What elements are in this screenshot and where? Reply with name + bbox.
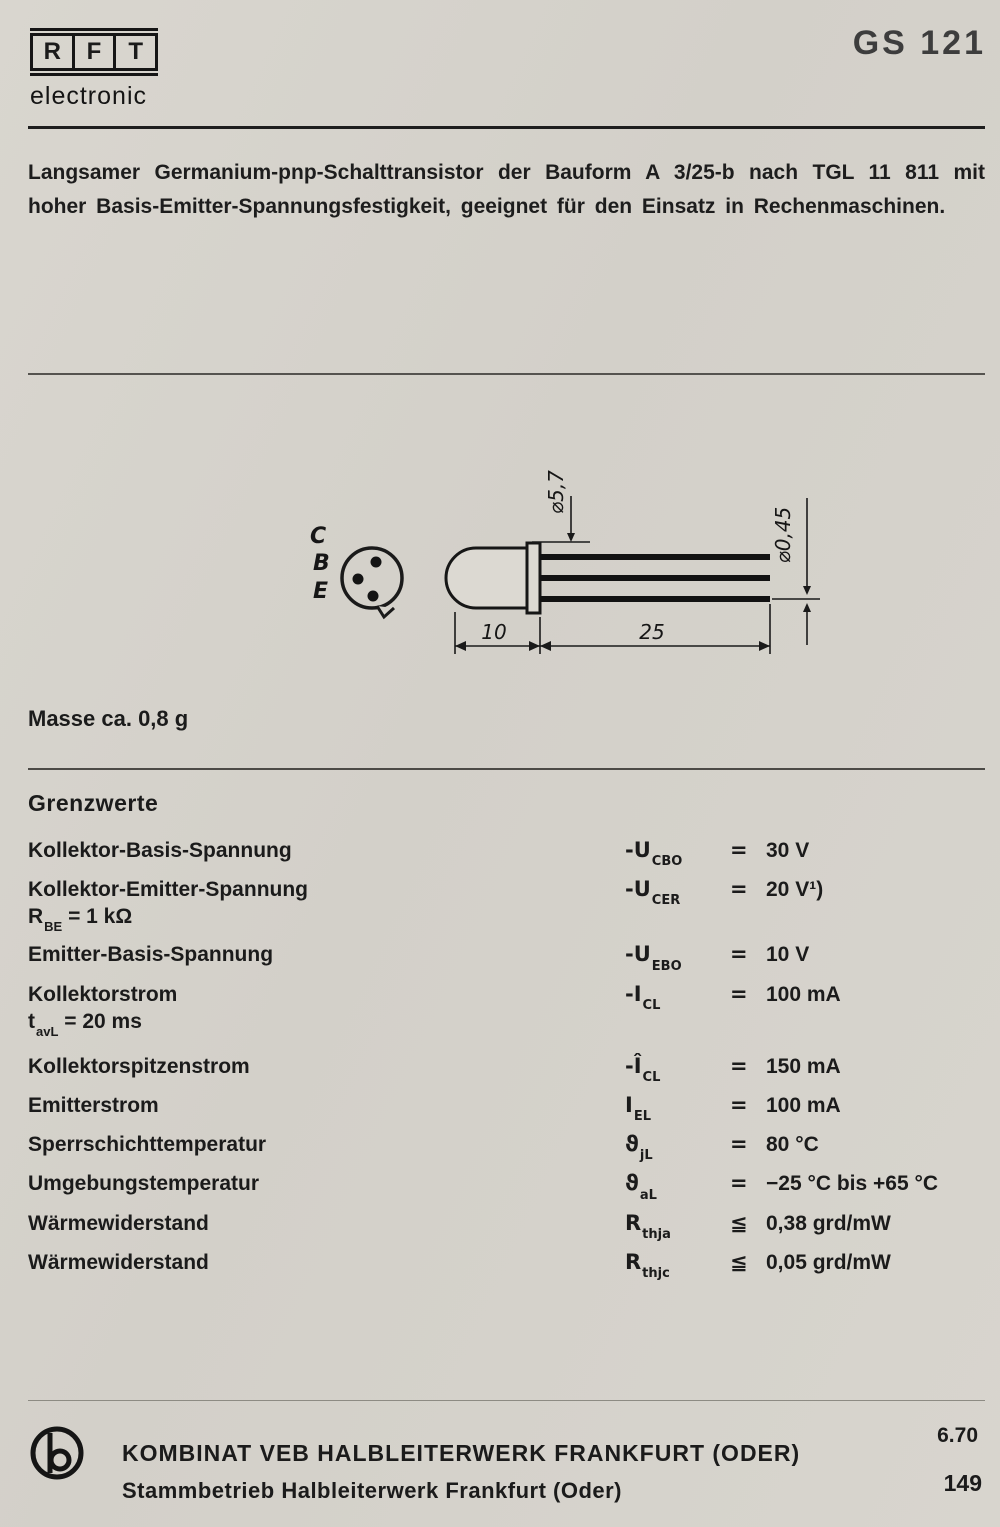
limit-row [28,877,988,936]
pin-dot-c [371,557,382,568]
limit-label: Kollektor-Basis-Spannung [28,839,292,862]
limit-value: 150 mA [766,1054,841,1078]
limit-symbol: $R_{thja}$ [625,1210,671,1242]
pinout-view [342,548,402,617]
limit-condition: $R_{BE} = 1$ kΩ [28,905,133,935]
pin-dot-e [368,591,379,602]
dim-arrow [455,641,466,651]
dim-arrow [759,641,770,651]
description-text: Langsamer Germanium-pnp-Schalttransistor der Bauform A 3/25-b nach TGL 11 811 mit hoher Basis-Emitter-Spannungsfestigkeit, geeignet für den Einsatz in Rechenmaschinen. [28,161,985,218]
limit-value: 30 V [766,839,810,862]
limits-title: Grenzwerte [28,790,159,816]
divider-description [28,373,985,375]
pin-dot-b [353,574,364,585]
hfo-logo [28,1424,86,1482]
limit-label: Emitterstrom [28,1093,159,1117]
dim-lead-length: 25 [639,620,665,644]
logo-bottom-line [30,73,158,76]
page-number: 149 [943,1470,982,1496]
limit-symbol: $R_{thjc}$ [625,1249,670,1281]
limit-symbol: $-U_{CER}$ [625,877,681,909]
limit-value: 20 V¹) [766,878,824,902]
limit-value: 10 V [766,943,810,967]
divider-limits [28,768,985,770]
logo-letter-box [30,33,158,71]
transistor-rim [527,543,540,613]
limit-row [28,942,988,975]
limit-symbol: $I_{EL}$ [625,1092,651,1125]
package-notch [377,606,394,617]
limit-symbol: $-I_{CL}$ [625,981,661,1013]
limit-relation: = [730,942,748,967]
limit-symbol: $ϑ_{aL}$ [625,1171,657,1203]
limit-value: 100 mA [766,1093,841,1117]
company-subtitle: Stammbetrieb Halbleiterwerk Frankfurt (Oder) [122,1478,623,1503]
logo-letter: R [33,36,75,68]
limit-label: Sperrschichttemperatur [28,1133,267,1157]
limit-relation: = [730,1132,748,1157]
issue-date: 6.70 [937,1424,978,1447]
limit-condition: $t_{avL} = 20$ ms [28,1009,142,1039]
divider-footer [28,1400,985,1401]
dim-arrow [803,586,811,595]
limit-row [28,838,988,871]
hfo-logo-bowl [51,1451,69,1469]
pin-label-b: B [313,551,330,576]
limit-symbol: $ϑ_{jL}$ [625,1132,653,1164]
dim-arrow [803,603,811,612]
limit-row [28,1132,988,1165]
limit-relation: = [730,1053,748,1078]
limit-value: −25 °C bis +65 °C [766,1172,939,1196]
limit-value: 0,05 grd/mW [766,1250,891,1274]
limit-label: Wärmewiderstand [28,1250,209,1274]
limit-value: 80 °C [766,1133,819,1157]
dim-arrow [529,641,540,651]
lead-middle [540,575,770,581]
limit-label: Kollektor-Emitter-Spannung $R_{BE} = 1$ kΩ [28,878,625,936]
dim-body-diameter: ⌀5,7 [544,470,568,514]
part-number: GS 121 [852,24,986,62]
dim-body-length: 10 [481,620,507,644]
logo-letter: F [75,36,117,68]
limit-relation: ≦ [730,1210,748,1235]
limit-symbol: $-U_{CBO}$ [625,838,683,870]
limit-row [28,1250,988,1283]
limit-row [28,1171,988,1204]
limits-table [28,838,988,1289]
limit-label: Kollektorstrom $t_{avL} = 20$ ms [28,983,625,1041]
dim-arrow [567,533,575,542]
limit-relation: ≦ [730,1249,748,1274]
logo-subtitle: electronic [30,82,147,110]
lead-bottom [540,596,770,602]
limit-relation: = [730,877,748,902]
limit-relation: = [730,1171,748,1196]
limit-row [28,1211,988,1244]
limit-symbol: $-U_{EBO}$ [625,942,682,974]
package-drawing [280,440,840,680]
limit-relation: = [730,981,748,1006]
transistor-body [446,548,527,608]
pin-label-e: E [313,579,329,604]
side-view [446,543,770,613]
pin-label-c: C [310,524,327,549]
divider-header [28,126,985,129]
limit-label: Umgebungstemperatur [28,1172,260,1196]
limit-relation: = [730,838,748,862]
dim-lead-diameter: ⌀0,45 [771,506,795,564]
limit-label: Wärmewiderstand [28,1211,209,1235]
limit-row [28,1054,988,1087]
limit-row [28,982,988,1041]
lead-top [540,554,770,560]
rft-logo [30,28,158,76]
limit-label: Kollektorspitzenstrom [28,1054,250,1078]
limit-row [28,1093,988,1126]
mass-note: Masse ca. 0,8 g [28,706,189,731]
limit-value: 100 mA [766,982,841,1006]
logo-letter: T [128,38,144,65]
limit-symbol: $-Î_{CL}$ [625,1053,661,1085]
company-name: KOMBINAT VEB HALBLEITERWERK FRANKFURT (ODER) [122,1440,801,1466]
limit-relation: = [730,1092,748,1117]
logo-top-line [30,28,158,31]
limit-value: 0,38 grd/mW [766,1211,891,1235]
dim-arrow [540,641,551,651]
limit-label: Emitter-Basis-Spannung [28,943,274,967]
